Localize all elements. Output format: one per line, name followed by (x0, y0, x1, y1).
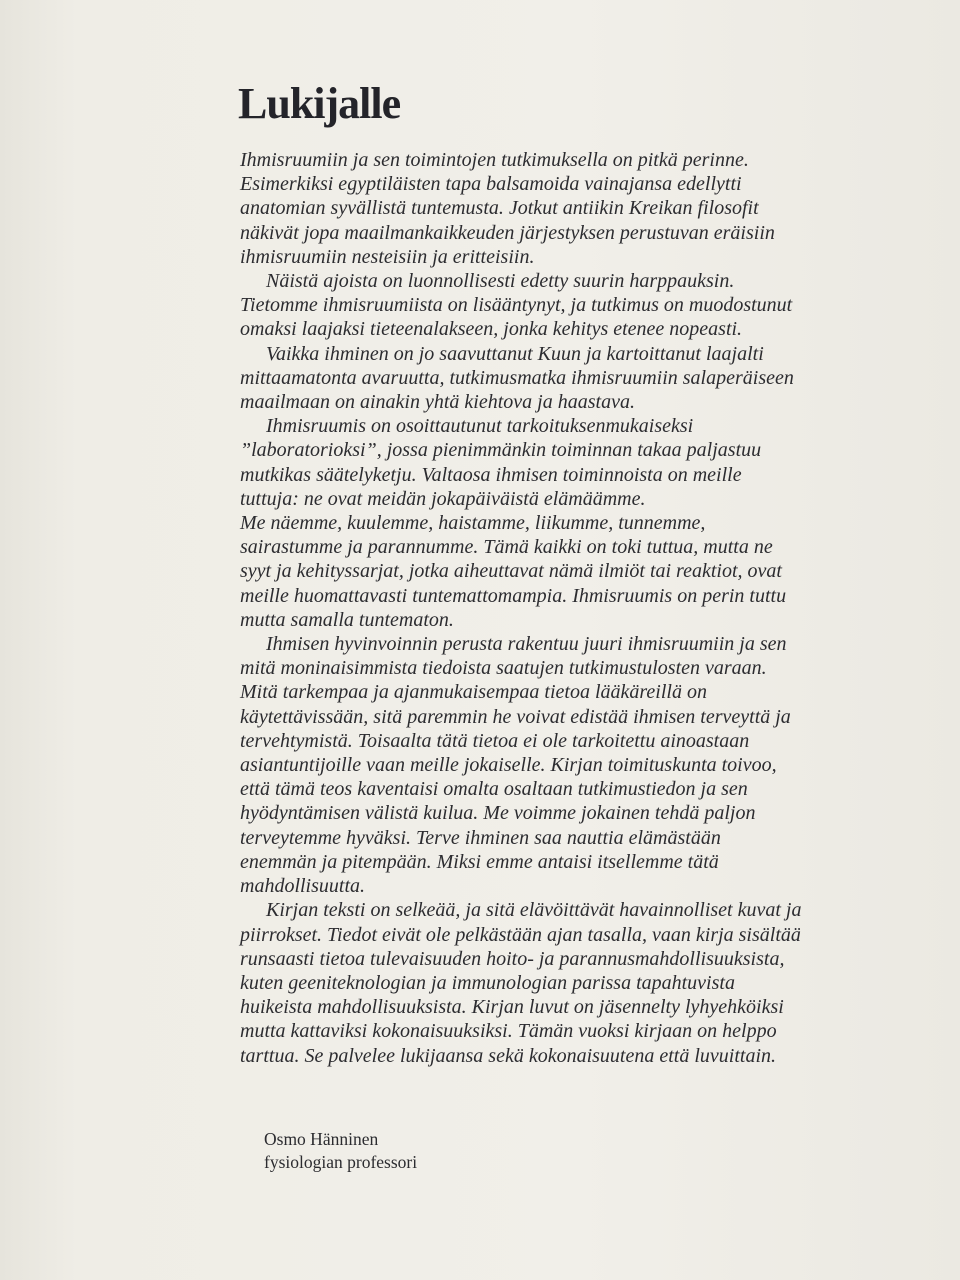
text-line: Kirjan teksti on selkeää, ja sitä elävöittävät havainnolliset kuvat ja (266, 899, 802, 922)
text-line: Ihmisen hyvinvoinnin perusta rakentuu juuri ihmisruumiin ja sen (266, 633, 787, 656)
author-name: Osmo Hänninen (264, 1129, 379, 1149)
text-line: piirrokset. Tiedot eivät ole pelkästään ajan tasalla, vaan kirja sisältää (240, 923, 801, 946)
text-line: Me näemme, kuulemme, haistamme, liikumme, tunnemme, (240, 512, 706, 535)
text-line: maailmaan on ainakin yhtä kiehtova ja haastava. (240, 391, 635, 414)
text-line: mahdollisuutta. (240, 875, 366, 898)
preface-body (240, 148, 900, 1068)
text-line: Näistä ajoista on luonnollisesti edetty suurin harppauksin. (266, 270, 735, 293)
text-line: Mitä tarkempaa ja ajanmukaisempaa tietoa lääkäreillä on (240, 681, 707, 704)
text-line: runsaasti tietoa tulevaisuuden hoito- ja parannusmahdollisuuksista, (240, 947, 785, 970)
text-line: terveytemme hyväksi. Terve ihminen saa nauttia elämästään (240, 826, 721, 849)
text-line: Vaikka ihminen on jo saavuttanut Kuun ja kartoittanut laajalti (266, 342, 764, 365)
text-line: syyt ja kehityssarjat, jotka aiheuttavat nämä ilmiöt tai reaktiot, ovat (240, 560, 782, 583)
signature (264, 1128, 417, 1174)
text-line: että tämä teos kaventaisi omalta osaltaan tutkimustiedon ja sen (240, 778, 748, 801)
text-line: ihmisruumiin nesteisiin ja eritteisiin. (240, 245, 535, 268)
text-line: ”laboratorioksi”, jossa pienimmänkin toiminnan takaa paljastuu (240, 439, 762, 462)
text-line: kuten geeniteknologian ja immunologian parissa tapahtuvista (240, 971, 735, 994)
text-line: Esimerkiksi egyptiläisten tapa balsamoida vainajansa edellytti (240, 173, 742, 196)
text-line: enemmän ja pitempään. Miksi emme antaisi itsellemme tätä (240, 850, 719, 873)
text-line: hyödyntämisen välistä kuilua. Me voimme jokainen tehdä paljon (240, 802, 756, 825)
paragraph (240, 342, 900, 415)
text-line: Tietomme ihmisruumiista on lisääntynyt, ja tutkimus on muodostunut (240, 294, 793, 317)
text-line: asiantuntijoille vaan meille jokaiselle. Kirjan toimituskunta toivoo, (240, 754, 777, 777)
text-line: Ihmisruumiin ja sen toimintojen tutkimuksella on pitkä perinne. (240, 149, 749, 171)
paragraph (240, 148, 900, 269)
author-role: fysiologian professori (264, 1152, 418, 1172)
text-line: sairastumme ja parannumme. Tämä kaikki on toki tuttua, mutta ne (240, 536, 773, 559)
text-line: omaksi laajaksi tieteenalakseen, jonka kehitys etenee nopeasti. (240, 318, 743, 341)
paragraph (240, 632, 900, 898)
text-line: tuttuja: ne ovat meidän jokapäiväistä elämäämme. (240, 487, 646, 510)
text-line: käytettävissään, sitä paremmin he voivat edistää ihmisen terveyttä ja (240, 705, 791, 728)
text-line: mutta kattaviksi kokonaisuuksiksi. Tämän vuoksi kirjaan on helppo (240, 1020, 777, 1043)
paragraph (240, 898, 900, 1067)
paragraph (240, 269, 900, 342)
text-line: mutta samalla tuntematon. (240, 608, 454, 631)
text-line: mutkikas säätelyketju. Valtaosa ihmisen toiminnoista on meille (240, 463, 742, 486)
text-line: Ihmisruumis on osoittautunut tarkoituksenmukaiseksi (266, 415, 694, 438)
text-line: meille huomattavasti tuntemattomampia. Ihmisruumis on perin tuttu (240, 584, 787, 607)
text-line: mitä moninaisimmista tiedoista saatujen tutkimustulosten varaan. (240, 657, 767, 680)
text-line: näkivät jopa maailmankaikkeuden järjestyksen perustuvan eräisiin (240, 221, 775, 244)
text-line: huikeista mahdollisuuksista. Kirjan luvut on jäsennelty lyhyehköiksi (240, 996, 784, 1019)
paragraph (240, 414, 900, 632)
text-line: anatomian syvällistä tuntemusta. Jotkut antiikin Kreikan filosofit (240, 197, 759, 220)
text-line: tervehtymistä. Toisaalta tätä tietoa ei ole tarkoitettu ainoastaan (240, 729, 750, 752)
text-line: tarttua. Se palvelee lukijaansa sekä kokonaisuutena että luvuittain. (240, 1044, 776, 1067)
text-line: mittaamatonta avaruutta, tutkimusmatka ihmisruumiin salaperäiseen (240, 366, 794, 389)
page-title: Lukijalle (238, 79, 401, 128)
